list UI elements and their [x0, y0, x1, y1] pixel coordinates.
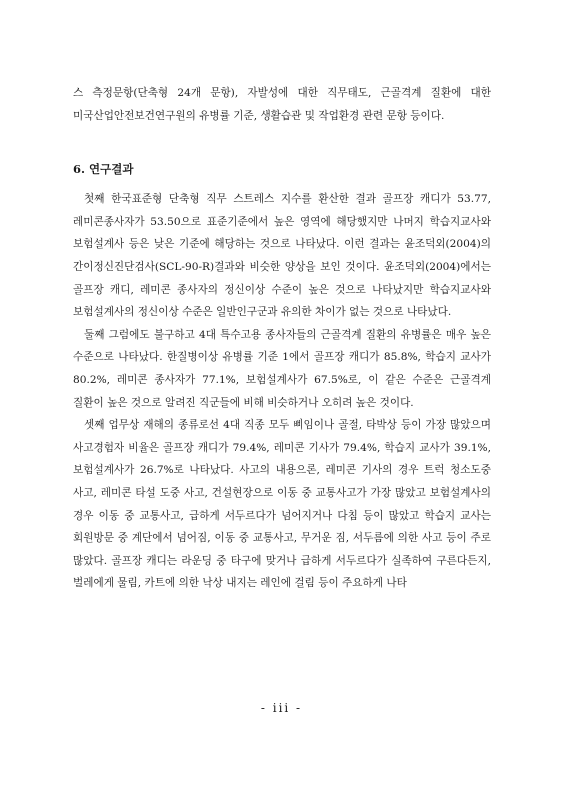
intro-paragraph: 스 측정문항(단축형 24개 문항), 자발성에 대한 직무태도, 근골격계 질환에 대한 미국산업안전보건연구원의 유병률 기준, 생활습관 및 작업환경 관련 문항 등이다. [73, 87, 491, 122]
page-number: - iii - [260, 701, 303, 715]
document-page [73, 82, 491, 595]
body-paragraph-2: 둘째 그럼에도 불구하고 4대 특수고용 종사자들의 근골격계 질환의 유병률은 매우 높은 수준으로 나타났다. 한질병이상 유병률 기준 1에서 골프장 캐디가 85.8%, 학습지 교사가 80.2%, 레미콘 종사자가 77.1%, 보험설계사가 67.5%로, 이 같은 수준은 근골격계 질환이 높은 것으로 알려진 직군들에 비해 비슷하거나 오히려 높은 것이다. [73, 328, 491, 409]
body-paragraph-1: 첫째 한국표준형 단축형 직무 스트레스 지수를 환산한 결과 골프장 캐디가 53.77, 레미콘종사자가 53.50으로 표준기준에서 높은 영역에 해당했지만 나머지 학습지교사와 보험설계사 등은 낮은 기준에 해당하는 것으로 나타났다. 이런 결과는 윤조덕외(2004)의 간이정신진단검사(SCL-90-R)결과와 비슷한 양상을 보인 것이다. 윤조덕외(2004)에서는 골프장 캐디, 레미콘 종사자의 정신이상 수준이 높은 것으로 나타났지만 학습지교사와 보험설계사의 정신이상 수준은 일반인구군과 유의한 차이가 없는 것으로 나타났다. [73, 193, 491, 319]
section-heading: 6. 연구결과 [73, 162, 134, 177]
body-paragraph-3: 셋째 업무상 재해의 종류로선 4대 직종 모두 삐임이나 골절, 타박상 등이 가장 많았으며 사고경험자 비율은 골프장 캐디가 79.4%, 레미콘 기사가 79.4%, 학습지 교사가 39.1%, 보험설계사가 26.7%로 나타났다. 사고의 내용으론, 레미콘 기사의 경우 트럭 청소도중 사고, 레미콘 타설 도중 사고, 건설현장으로 이동 중 교통사고가 가장 많았고 보험설계사의 경우 이동 중 교통사고, 급하게 서두르다가 넘어지거나 다침 등이 많았고 학습지 교사는 회원방문 중 계단에서 넘어짐, 이동 중 교통사고, 무거운 짐, 서두름에 의한 사고 등이 주로 많았다. 골프장 캐디는 라운딩 중 타구에 맞거나 급하게 서두르다가 실족하여 구른다든지, 벌레에게 물림, 카트에 의한 낙상 내지는 레인에 걸림 등이 주요하게 나타 [73, 419, 491, 590]
